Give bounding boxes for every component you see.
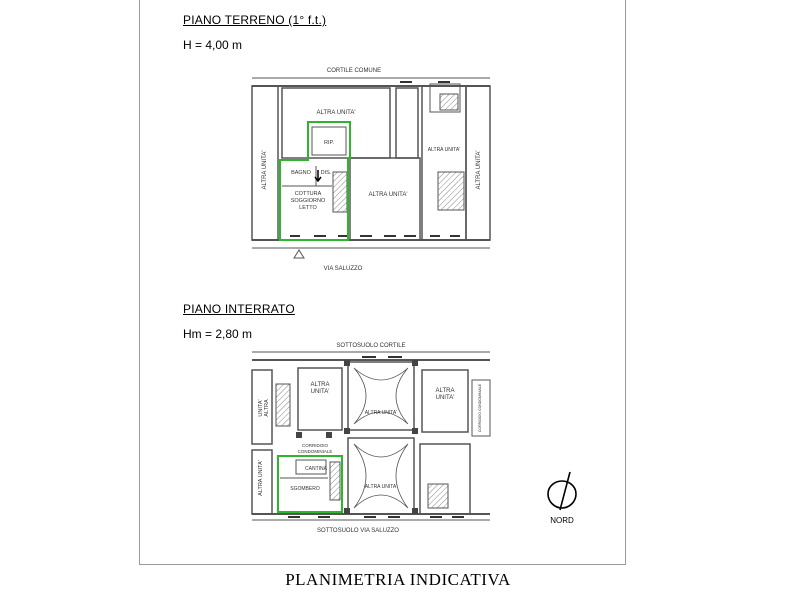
label-basement-street: SOTTOSUOLO VIA SALUZZO — [317, 528, 399, 534]
label-corridor-1: CORRIDOIO — [301, 443, 329, 448]
ground-floor-title: PIANO TERRENO (1° f.t.) — [183, 13, 327, 27]
ground-floor-height: H = 4,00 m — [183, 38, 243, 52]
label-basement-unit-d: ALTRA UNITA' — [258, 460, 264, 496]
label-other-unit-left: ALTRA UNITA' — [262, 150, 268, 190]
label-junk-room: SGOMBERO — [290, 486, 320, 492]
basement-height: Hm = 2,80 m — [183, 327, 253, 341]
label-basement-unit-a-1: ALTRA — [310, 382, 330, 388]
label-basement-unit-e-2: UNITA' — [435, 395, 455, 401]
ground-floor-plan — [252, 78, 490, 258]
basement-plan — [252, 352, 490, 520]
label-basement-unit-e-1: ALTRA — [435, 388, 455, 394]
label-living-3: LETTO — [299, 205, 317, 211]
basement-title: PIANO INTERRATO — [183, 302, 295, 316]
label-basement-unit-b: ALTRA UNITA' — [364, 410, 398, 416]
label-cellar: CANTINA — [305, 466, 327, 472]
label-basement-unit-c: ALTRA UNITA' — [364, 484, 398, 490]
label-basement-left-unit-2: ALTRA — [264, 399, 270, 417]
label-basement-courtyard: SOTTOSUOLO CORTILE — [336, 343, 406, 349]
label-basement-unit-a-2: UNITA' — [310, 389, 330, 395]
label-street: VIA SALUZZO — [323, 266, 363, 272]
north-arrow-icon — [548, 472, 576, 510]
label-basement-left-unit: UNITA' — [258, 399, 264, 417]
label-other-unit-right: ALTRA UNITA' — [476, 150, 482, 190]
label-living-1: COTTURA — [294, 191, 322, 197]
label-living-2: SOGGIORNO — [290, 198, 326, 204]
north-label: NORD — [550, 516, 574, 525]
label-storage: RIP. — [324, 140, 334, 146]
label-other-unit-top: ALTRA UNITA' — [316, 110, 356, 116]
label-corridor-right: CORRIDOIO CONDOMINIALE — [478, 383, 482, 433]
label-hallway: DIS. — [320, 170, 332, 176]
label-corridor-2: CONDOMINIALE — [297, 449, 333, 454]
label-courtyard: CORTILE COMUNE — [326, 68, 382, 74]
label-other-unit-center: ALTRA UNITA' — [368, 192, 408, 198]
footer-title: PLANIMETRIA INDICATIVA — [285, 570, 511, 589]
label-bathroom: BAGNO — [291, 170, 311, 176]
label-other-unit-far-right: ALTRA UNITA' — [427, 147, 461, 153]
